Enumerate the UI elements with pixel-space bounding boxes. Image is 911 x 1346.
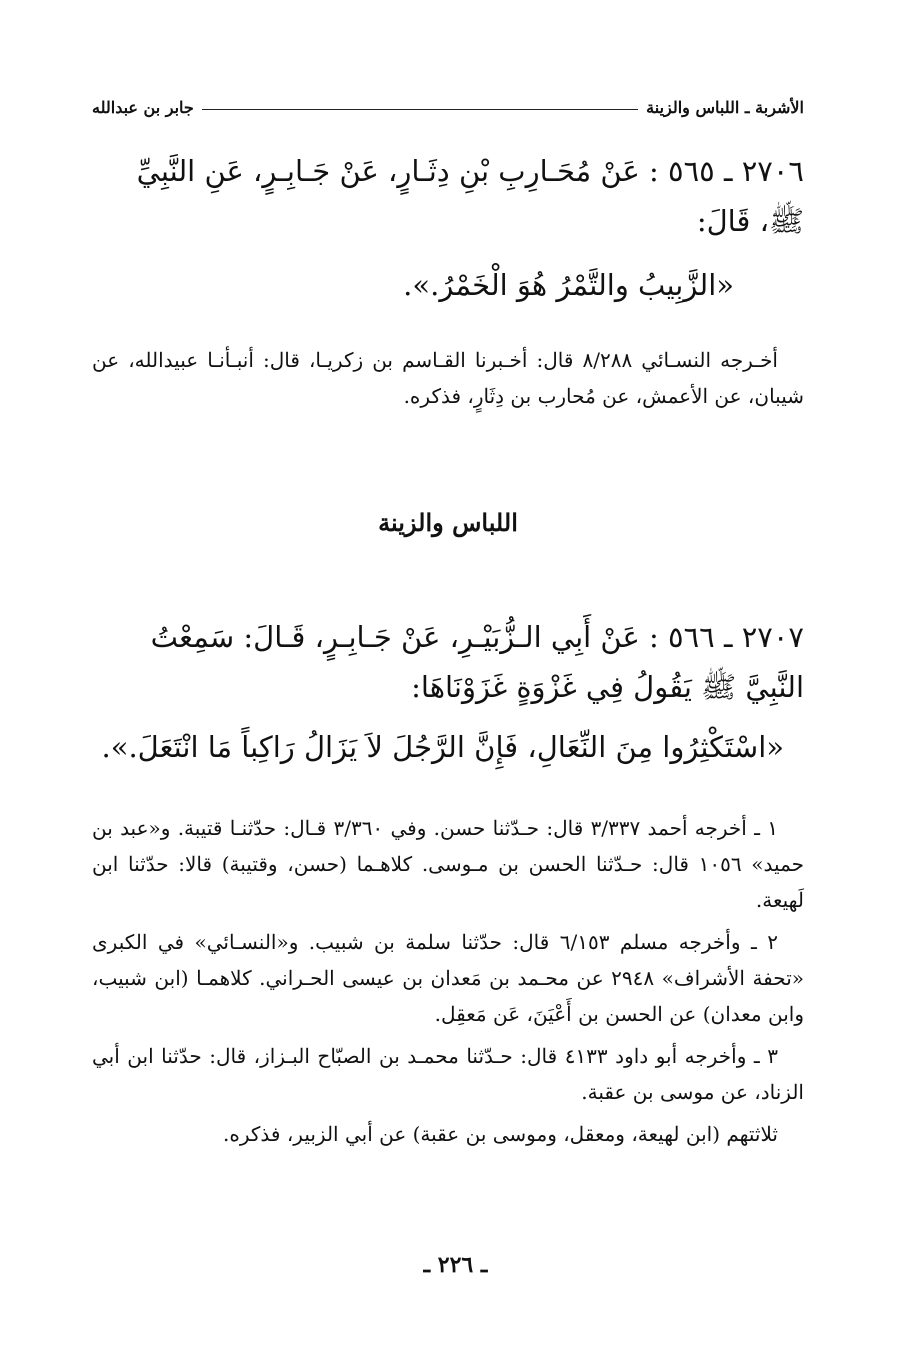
section-title: اللباس والزينة — [378, 508, 518, 537]
hadith-2707-notes — [92, 810, 804, 1158]
page-number: ـ ٢٢٦ ـ — [423, 1252, 488, 1278]
hadith-2706-takhrij — [92, 342, 804, 420]
hadith-2706 — [92, 146, 804, 310]
hadith-2707-line-1: ٢٧٠٧ ـ ٥٦٦ : عَنْ أَبِي الـزُّبَيْـرِ، عَنْ جَـابِـرٍ، قَـالَ: سَمِعْتُ — [150, 620, 804, 654]
note-3: ٣ ـ وأخرجه أبو داود ٤١٣٣ قال: حـدّثنا محمـد بن الصبّاح البـزاز، قال: حدّثنا ابن أبي الزناد، عن موسى بن عقبة. — [92, 1044, 804, 1104]
hadith-2707-matn: «اسْتَكْثِرُوا مِنَ النِّعَالِ، فَإِنَّ الرَّجُلَ لاَ يَزَالُ رَاكِباً مَا انْتَعَلَ.». — [101, 730, 784, 764]
takhrij-text: أخـرجه النسـائي ٨/٢٨٨ قال: أخـبرنا القـاسم بن زكريـا، قال: أنبـأنـا عبيدالله، عن شيبان، عن الأعمش، عن مُحارب بن دِثَارٍ، فذكره. — [92, 348, 804, 408]
hadith-2706-matn: «الزَّبِيبُ والتَّمْرُ هُوَ الْخَمْرُ.». — [403, 268, 734, 302]
note-2: ٢ ـ وأخرجه مسلم ٦/١٥٣ قال: حدّثنا سلمة بن شبيب. و«النسـائي» في الكبرى «تحفة الأشراف» ٢٩٤٨ عن محـمد بن مَعدان بن عيسى الحـراني. كلاهمـا (ابن شبيب، وابن معدان) عن الحسن بن أَعْيَنَ، عَن مَعقِل. — [92, 930, 804, 1026]
hadith-2706-line-2: ﷺ، قَالَ: — [696, 204, 804, 238]
hadith-2707-line-2: النَّبِيَّ ﷺ يَقُولُ فِي غَزْوَةٍ غَزَوْنَاهَا: — [411, 670, 804, 704]
header-narrator: جابر بن عبدالله — [92, 97, 194, 117]
note-1: ١ ـ أخرجه أحمد ٣/٣٣٧ قال: حـدّثنا حسن. وفي ٣/٣٦٠ قـال: حدّثنـا قتيبة. و«عبد بن حميد» ١٠٥٦ قال: حـدّثنا الحسن بن مـوسى. كلاهـما (حسن، وقتيبة) قالا: حدّثنا ابن لَهيعة. — [92, 816, 804, 912]
hadith-2706-line-1: ٢٧٠٦ ـ ٥٦٥ : عَنْ مُحَـارِبِ بْنِ دِثَـارٍ، عَنْ جَـابِـرٍ، عَنِ النَّبِيِّ — [136, 154, 804, 188]
header-chapter: الأشربة ـ اللباس والزينة — [646, 97, 804, 117]
note-4: ثلاثتهم (ابن لهيعة، ومعقل، وموسى بن عقبة) عن أبي الزبير، فذكره. — [223, 1122, 778, 1146]
hadith-2707 — [92, 612, 804, 772]
header-rule — [202, 109, 638, 110]
running-header — [92, 92, 804, 122]
